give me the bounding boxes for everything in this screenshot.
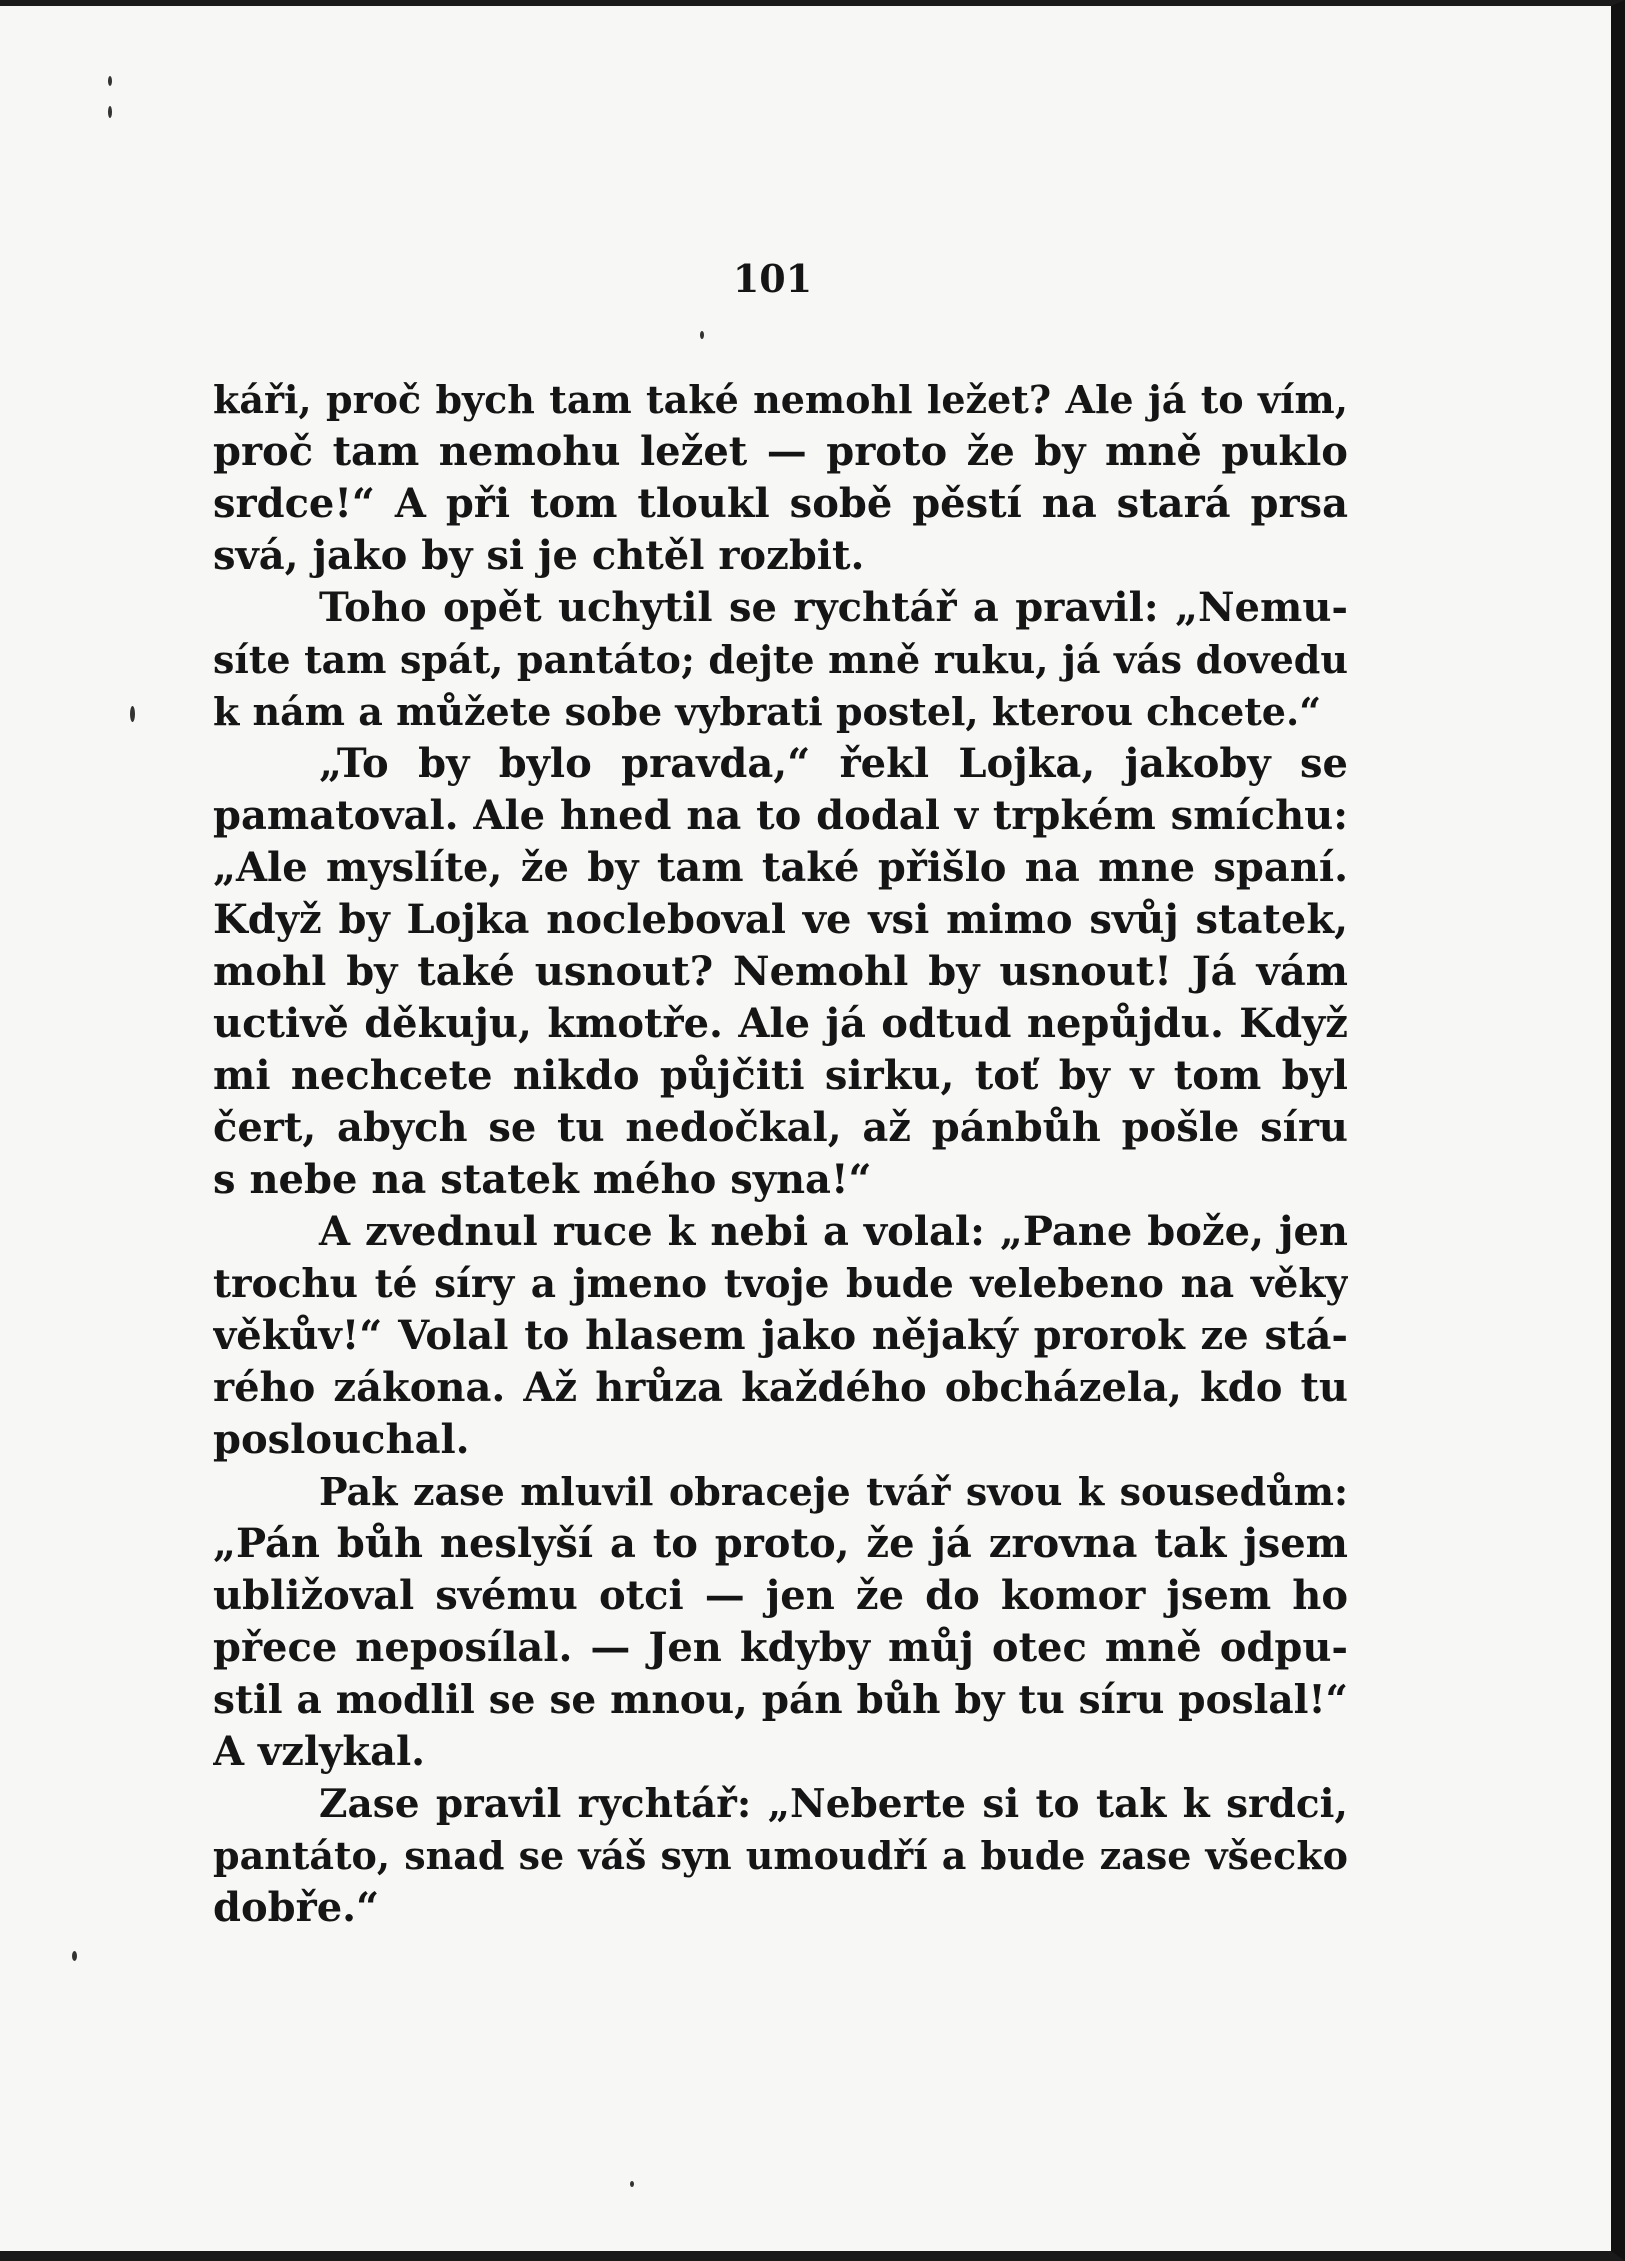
text-line: mi nechcete nikdo půjčiti sirku, toť by v tom byl: [213, 1052, 1348, 1099]
scan-speck: [72, 1951, 77, 1961]
text-line: trochu té síry a jmeno tvoje bude velebeno na věky: [213, 1261, 1348, 1307]
text-line: svá, jako by si je chtěl rozbit.: [213, 532, 865, 579]
text-line: poslouchal.: [213, 1416, 470, 1463]
text-line: káři, proč bych tam také nemohl ležet? Ale já to vím,: [213, 377, 1348, 422]
text-line: proč tam nemohu ležet — proto že by mně puklo: [213, 428, 1348, 475]
text-line: mohl by také usnout? Nemohl by usnout! Já vám: [213, 948, 1348, 995]
text-line: Zase pravil rychtář: „Neberte si to tak k srdci,: [319, 1781, 1348, 1827]
text-line: Toho opět uchytil se rychtář a pravil: „Nemu-: [319, 584, 1348, 631]
text-line: Pak zase mluvil obraceje tvář svou k sousedům:: [319, 1469, 1348, 1514]
text-line: k nám a můžete sobe vybrati postel, kterou chcete.“: [213, 689, 1322, 734]
text-line: čert, abych se tu nedočkal, až pánbůh pošle síru: [213, 1104, 1348, 1151]
text-line: pamatoval. Ale hned na to dodal v trpkém smíchu:: [213, 792, 1348, 839]
text-line: A vzlykal.: [213, 1728, 426, 1775]
text-line: věkův!“ Volal to hlasem jako nějaký prorok ze stá-: [213, 1312, 1348, 1359]
text-line: s nebe na statek mého syna!“: [213, 1156, 872, 1203]
text-line: stil a modlil se se mnou, pán bůh by tu síru poslal!“: [213, 1677, 1348, 1723]
text-line: pantáto, snad se váš syn umoudří a bude zase všecko: [213, 1833, 1348, 1878]
body-text: [213, 374, 1348, 1934]
text-line: A zvednul ruce k nebi a volal: „Pane bože, jen: [319, 1208, 1348, 1255]
scan-speck: [108, 106, 112, 118]
scan-speck: [108, 76, 112, 86]
text-line: uctivě děkuju, kmotře. Ale já odtud nepůjdu. Když: [213, 1000, 1348, 1047]
text-line: „To by bylo pravda,“ řekl Lojka, jakoby se: [319, 740, 1348, 787]
text-line: rého zákona. Až hrůza každého obcházela, kdo tu: [213, 1364, 1348, 1411]
scan-speck: [700, 331, 704, 339]
page-number: 101: [732, 256, 813, 301]
scan-speck: [130, 706, 135, 722]
text-line: „Ale myslíte, že by tam také přišlo na mne spaní.: [213, 844, 1348, 891]
scan-speck: [630, 2181, 634, 2187]
text-line: srdce!“ A při tom tloukl sobě pěstí na stará prsa: [213, 480, 1348, 527]
text-line: „Pán bůh neslyší a to proto, že já zrovna tak jsem: [213, 1520, 1348, 1567]
text-line: síte tam spát, pantáto; dejte mně ruku, já vás dovedu: [213, 637, 1348, 682]
text-line: ubližoval svému otci — jen že do komor jsem ho: [213, 1572, 1348, 1619]
text-line: dobře.“: [213, 1884, 380, 1931]
text-line: přece neposílal. — Jen kdyby můj otec mně odpu-: [213, 1624, 1348, 1671]
text-line: Když by Lojka nocleboval ve vsi mimo svůj statek,: [213, 896, 1348, 943]
